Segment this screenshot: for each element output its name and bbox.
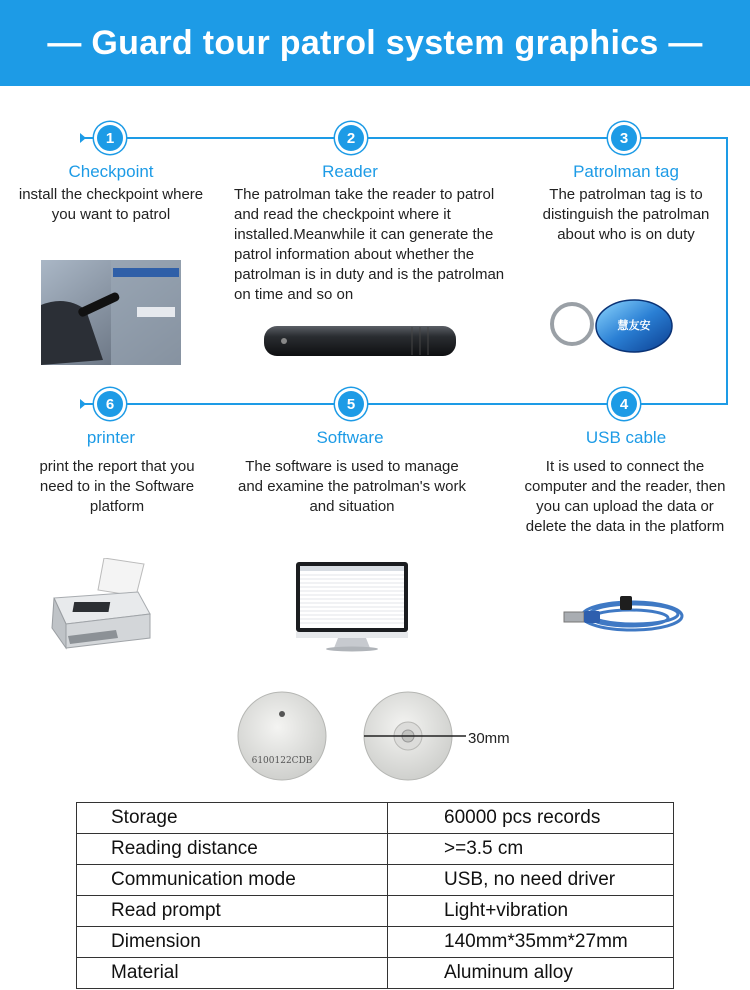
table-row — [77, 834, 674, 865]
header-banner — [0, 0, 750, 86]
spec-table — [76, 802, 674, 989]
tag-logo-text: 慧友安 — [617, 319, 651, 332]
spec-value: Light+vibration — [388, 896, 674, 927]
step-badge-2: 2 — [338, 125, 364, 151]
table-row — [77, 958, 674, 989]
step-desc-patrolman-tag: The patrolman tag is to distinguish the patrolman about who is on duty — [542, 186, 710, 243]
spec-value: >=3.5 cm — [388, 834, 674, 865]
step-desc-reader: The patrolman take the reader to patrol and read the checkpoint where it installed.Meanwhile it can generate the patrol information about whether the patrolman is in duty and is the patrolman on time and so on — [234, 186, 505, 303]
step-desc-checkpoint: install the checkpoint where you want to patrol — [18, 186, 204, 223]
checkpoint-install-photo — [41, 260, 181, 365]
step-badge-5: 5 — [338, 391, 364, 417]
checkpoint-disc-image — [236, 688, 476, 788]
step-title-usb-cable: USB cable — [585, 428, 667, 447]
checkpoint-dimension-label: 30mm — [468, 730, 510, 747]
printer-image — [46, 558, 156, 650]
spec-label: Communication mode — [77, 865, 388, 896]
step-badge-3: 3 — [611, 125, 637, 151]
step-title-patrolman-tag: Patrolman tag — [573, 162, 679, 181]
checkpoint-serial-text: 6100122CDB — [251, 756, 313, 766]
step-badge-4: 4 — [611, 391, 637, 417]
spec-value: 140mm*35mm*27mm — [388, 927, 674, 958]
table-row — [77, 865, 674, 896]
step-title-printer: printer — [86, 428, 136, 447]
spec-value: Aluminum alloy — [388, 958, 674, 989]
step-badge-1: 1 — [97, 125, 123, 151]
spec-value: USB, no need driver — [388, 865, 674, 896]
step-desc-software: The software is used to manage and examine the patrolman's work and situation — [238, 458, 466, 515]
spec-label: Reading distance — [77, 834, 388, 865]
step-title-software: Software — [316, 428, 384, 447]
page-title: — Guard tour patrol system graphics — — [47, 23, 703, 62]
step-desc-usb-cable: It is used to connect the computer and the reader, then you can upload the data or delete the data in the platform — [524, 458, 726, 535]
software-monitor-image — [294, 560, 410, 652]
table-row — [77, 896, 674, 927]
step-badge-6: 6 — [97, 391, 123, 417]
spec-label: Storage — [77, 803, 388, 834]
usb-cable-image — [562, 590, 688, 640]
step-desc-printer: print the report that you need to in the Software platform — [39, 458, 195, 515]
spec-label: Read prompt — [77, 896, 388, 927]
step-title-reader: Reader — [322, 162, 378, 181]
table-row — [77, 803, 674, 834]
spec-value: 60000 pcs records — [388, 803, 674, 834]
patrolman-tag-image — [548, 296, 678, 358]
table-row — [77, 927, 674, 958]
reader-device-image — [262, 322, 458, 360]
spec-label: Material — [77, 958, 388, 989]
step-title-checkpoint: Checkpoint — [68, 162, 154, 181]
spec-label: Dimension — [77, 927, 388, 958]
